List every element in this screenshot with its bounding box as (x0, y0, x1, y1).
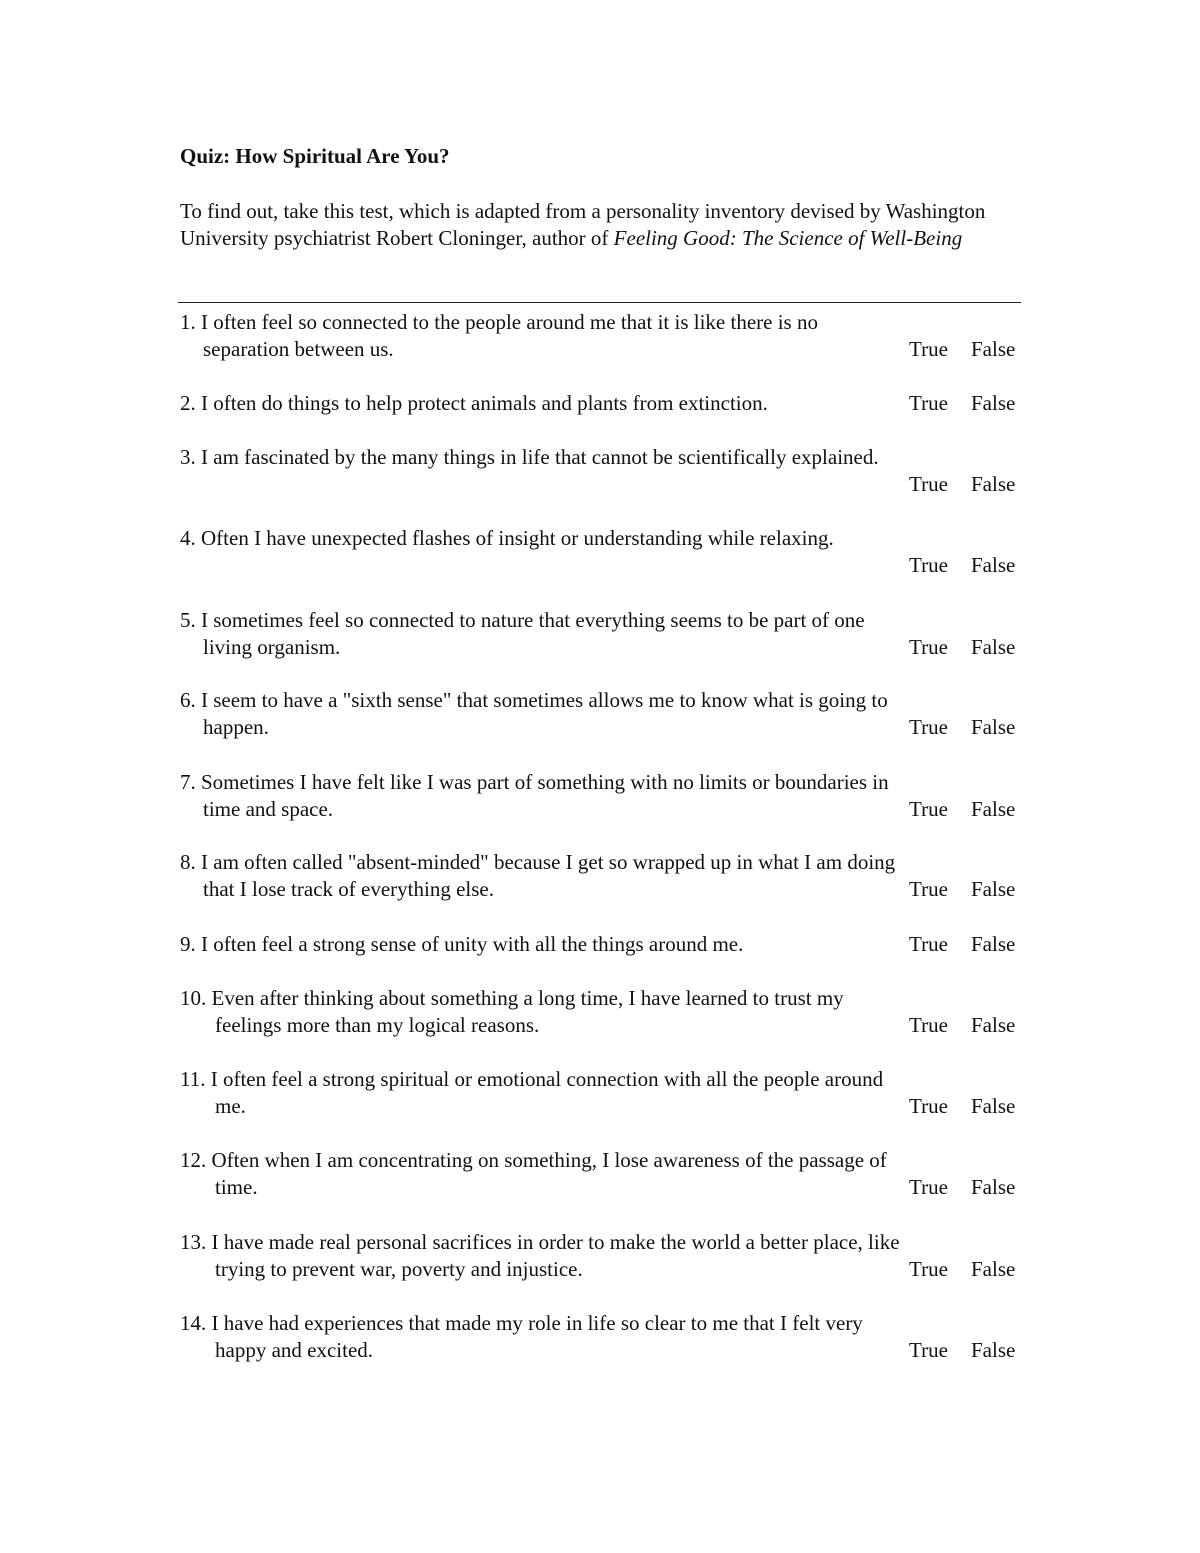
book-title: Feeling Good: The Science of Well-Being (613, 226, 963, 250)
false-option[interactable]: False (971, 635, 1016, 659)
true-option[interactable]: True (909, 1013, 948, 1037)
question-number: 12. (180, 1148, 207, 1172)
false-option[interactable]: False (971, 1338, 1016, 1362)
false-option[interactable]: False (971, 1094, 1016, 1118)
false-option[interactable]: False (971, 337, 1016, 361)
false-option[interactable]: False (971, 1257, 1016, 1281)
question-statement: I often feel so connected to the people around me that it is like there is no separation between us. (201, 310, 818, 361)
question-text (180, 1066, 902, 1120)
true-option[interactable]: True (909, 635, 948, 659)
true-option[interactable]: True (909, 391, 948, 415)
false-option[interactable]: False (971, 472, 1016, 496)
question-number: 1. (180, 310, 196, 334)
question-number: 14. (180, 1311, 207, 1335)
true-option[interactable]: True (909, 932, 948, 956)
question-text (180, 525, 902, 552)
question-statement: I often do things to help protect animals and plants from extinction. (201, 391, 768, 415)
question-statement: I have made real personal sacrifices in order to make the world a better place, like trying to prevent war, poverty and injustice. (211, 1230, 900, 1281)
true-option[interactable]: True (909, 1094, 948, 1118)
question-statement: Often when I am concentrating on something, I lose awareness of the passage of time. (211, 1148, 887, 1199)
true-option[interactable]: True (909, 797, 948, 821)
false-option[interactable]: False (971, 553, 1016, 577)
question-number: 4. (180, 526, 196, 550)
question-number: 9. (180, 932, 196, 956)
question-text (180, 309, 902, 363)
question-statement: I often feel a strong sense of unity with all the things around me. (201, 932, 744, 956)
question-number: 7. (180, 770, 196, 794)
question-number: 10. (180, 986, 207, 1010)
question-number: 6. (180, 688, 196, 712)
question-statement: I have had experiences that made my role in life so clear to me that I felt very happy and excited. (211, 1311, 863, 1362)
question-number: 8. (180, 850, 196, 874)
question-text (180, 444, 902, 471)
question-text (180, 769, 902, 823)
false-option[interactable]: False (971, 391, 1016, 415)
false-option[interactable]: False (971, 797, 1016, 821)
intro-paragraph (180, 198, 1010, 252)
question-text (180, 1310, 902, 1364)
true-option[interactable]: True (909, 1175, 948, 1199)
intro-text: To find out, take this test, which is adapted from a personality inventory devised by Washington University psychiatrist Robert Cloninger, author of (180, 199, 986, 250)
question-text (180, 985, 902, 1039)
true-option[interactable]: True (909, 1338, 948, 1362)
true-option[interactable]: True (909, 337, 948, 361)
question-number: 13. (180, 1230, 207, 1254)
question-statement: I often feel a strong spiritual or emotional connection with all the people around me. (210, 1067, 884, 1118)
question-statement: Often I have unexpected flashes of insight or understanding while relaxing. (201, 526, 834, 550)
question-text (180, 687, 902, 741)
question-statement: Even after thinking about something a long time, I have learned to trust my feelings more than my logical reasons. (211, 986, 844, 1037)
question-number: 5. (180, 608, 196, 632)
quiz-title: Quiz: How Spiritual Are You? (180, 144, 450, 168)
true-option[interactable]: True (909, 877, 948, 901)
question-number: 3. (180, 445, 196, 469)
question-text (180, 390, 902, 417)
false-option[interactable]: False (971, 1013, 1016, 1037)
false-option[interactable]: False (971, 1175, 1016, 1199)
question-statement: I am fascinated by the many things in life that cannot be scientifically explained. (201, 445, 879, 469)
question-statement: I am often called "absent-minded" because I get so wrapped up in what I am doing that I lose track of everything else. (201, 850, 896, 901)
true-option[interactable]: True (909, 472, 948, 496)
question-statement: Sometimes I have felt like I was part of something with no limits or boundaries in time and space. (201, 770, 889, 821)
question-text (180, 849, 902, 903)
question-statement: I seem to have a "sixth sense" that sometimes allows me to know what is going to happen. (201, 688, 888, 739)
question-number: 2. (180, 391, 196, 415)
question-text (180, 607, 902, 661)
question-text (180, 931, 902, 958)
false-option[interactable]: False (971, 877, 1016, 901)
divider-rule (178, 302, 1021, 303)
false-option[interactable]: False (971, 932, 1016, 956)
true-option[interactable]: True (909, 715, 948, 739)
false-option[interactable]: False (971, 715, 1016, 739)
true-option[interactable]: True (909, 553, 948, 577)
question-number: 11. (180, 1067, 206, 1091)
question-text (180, 1147, 902, 1201)
question-statement: I sometimes feel so connected to nature that everything seems to be part of one living organism. (201, 608, 865, 659)
question-text (180, 1229, 902, 1283)
true-option[interactable]: True (909, 1257, 948, 1281)
